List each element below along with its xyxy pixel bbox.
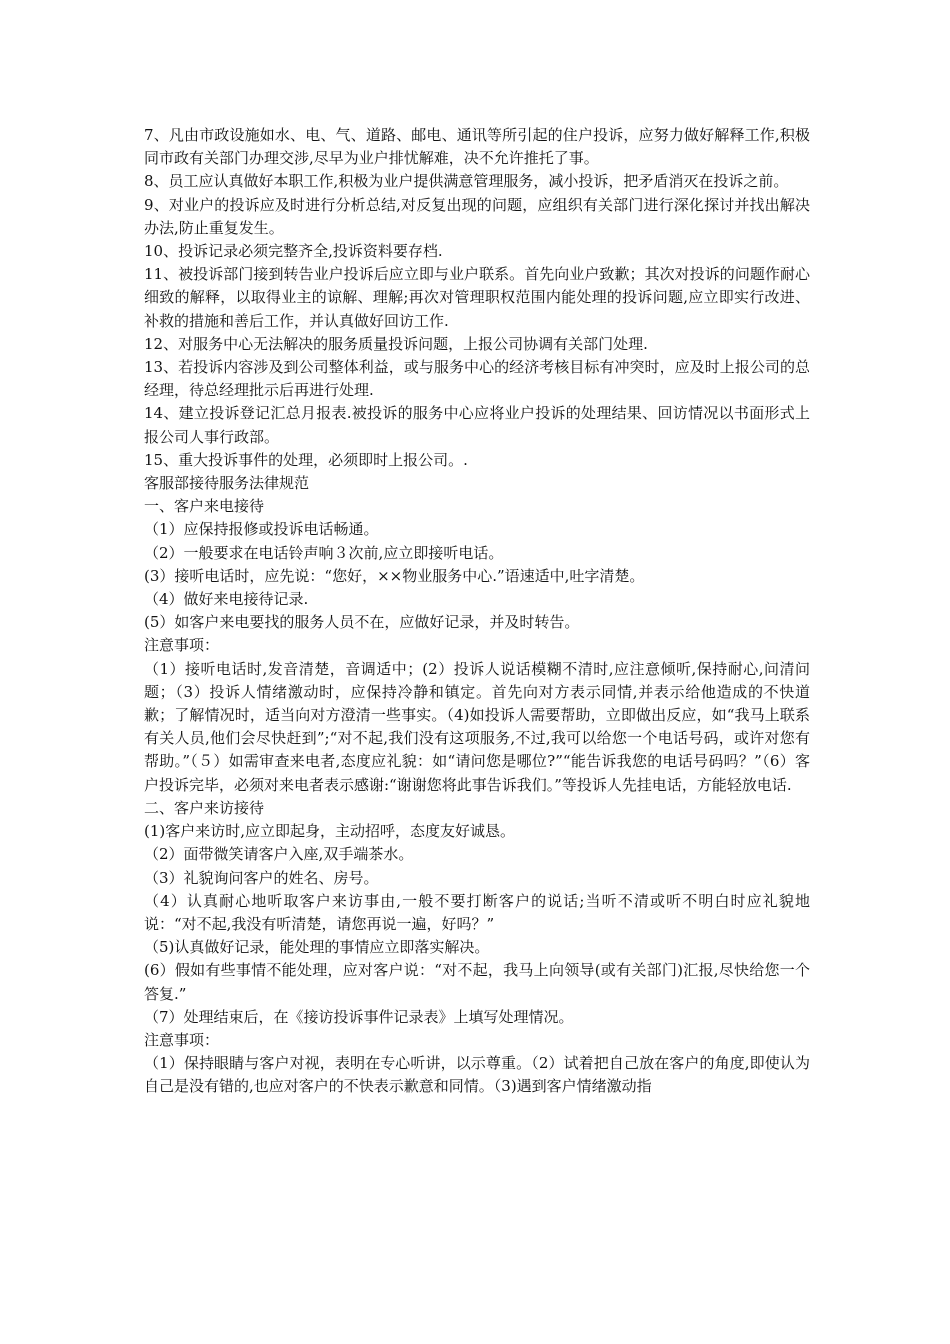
- notes-body-visit: （1）保持眼睛与客户对视，表明在专心听讲，以示尊重。（2）试着把自己放在客户的角度,即使认为自己是没有错的,也应对客户的不快表示歉意和同情。（3)遇到客户情绪激动指: [144, 1054, 810, 1096]
- paragraph-item-12: 12、对服务中心无法解决的服务质量投诉问题，上报公司协调有关部门处理.: [144, 334, 648, 353]
- section-title: 客服部接待服务法律规范: [144, 474, 310, 493]
- paragraph-item-11: 11、被投诉部门接到转告业户投诉后应立即与业户联系。首先向业户致歉；其次对投诉的问题作耐心细致的解释，以取得业主的谅解、理解;再次对管理职权范围内能处理的投诉问题,应立即实行改进、补救的措施和善后工作，并认真做好回访工作.: [144, 265, 810, 330]
- paragraph-item-8: 8、员工应认真做好本职工作,积极为业户提供满意管理服务，减小投诉，把矛盾消灭在投诉之前。: [144, 172, 789, 191]
- notes-heading-visit: 注意事项：: [144, 1030, 220, 1049]
- visit-step-1: (1)客户来访时,应立即起身，主动招呼，态度友好诚恳。: [144, 822, 516, 841]
- phone-step-1: （1）应保持报修或投诉电话畅通。: [144, 520, 379, 539]
- notes-heading-phone: 注意事项：: [144, 636, 220, 655]
- phone-step-5: (5）如客户来电要找的服务人员不在，应做好记录，并及时转告。: [144, 613, 580, 632]
- notes-body-phone: （1）接听电话时,发音清楚，音调适中；(2）投诉人说话模糊不清时,应注意倾听,保持耐心,问清问题；（3）投诉人情绪激动时，应保持冷静和镇定。首先向对方表示同情,并表示给他造成的不快道歉；了解情况时，适当向对方澄清一些事实。（4)如投诉人需要帮助，立即做出反应，如“我马上联系有关人员,他们会尽快赶到”;“对不起,我们没有这项服务,不过,我可以给您一个电话号码，或许对您有帮助。”（５）如需审查来电者,态度应礼貌：如“请问您是哪位?”“能告诉我您的电话号码吗？”（6）客户投诉完毕，必须对来电者表示感谢:“谢谢您将此事告诉我们。”等投诉人先挂电话，方能轻放电话.: [144, 659, 810, 794]
- phone-step-4: （4）做好来电接待记录.: [144, 590, 309, 609]
- section-heading-visit: 二、客户来访接待: [144, 798, 265, 817]
- paragraph-item-7: 7、凡由市政设施如水、电、气、道路、邮电、通讯等所引起的住户投诉，应努力做好解释工作,积极同市政有关部门办理交涉,尽早为业户排忧解难，决不允许推托了事。: [144, 126, 810, 168]
- phone-step-3: (3）接听电话时，应先说：“您好，××物业服务中心.”语速适中,吐字清楚。: [144, 566, 645, 585]
- visit-step-7: （7）处理结束后，在《接访投诉事件记录表》上填写处理情况。: [144, 1007, 574, 1026]
- paragraph-item-14: 14、建立投诉登记汇总月报表.被投诉的服务中心应将业户投诉的处理结果、回访情况以书面形式上报公司人事行政部。: [144, 404, 810, 446]
- paragraph-item-10: 10、投诉记录必须完整齐全,投诉资料要存档.: [144, 242, 443, 261]
- visit-step-2: （2）面带微笑请客户入座,双手端茶水。: [144, 845, 414, 864]
- visit-step-3: （3）礼貌询问客户的姓名、房号。: [144, 868, 379, 887]
- paragraph-item-15: 15、重大投诉事件的处理，必须即时上报公司。.: [144, 450, 468, 469]
- visit-step-4: （4）认真耐心地听取客户来访事由,一般不要打断客户的说话;当听不清或听不明白时应礼貌地说：“对不起,我没有听清楚，请您再说一遍，好吗？”: [144, 891, 810, 933]
- visit-step-6: (6）假如有些事情不能处理，应对客户说：“对不起，我马上向领导(或有关部门)汇报,尽快给您一个答复.”: [144, 961, 810, 1003]
- section-heading-phone: 一、客户来电接待: [144, 497, 265, 516]
- document-body: [144, 124, 810, 1099]
- phone-step-2: （2）一般要求在电话铃声响３次前,应立即接听电话。: [144, 543, 504, 562]
- paragraph-item-13: 13、若投诉内容涉及到公司整体利益，或与服务中心的经济考核目标有冲突时，应及时上报公司的总经理，待总经理批示后再进行处理.: [144, 358, 810, 400]
- visit-step-5: （5)认真做好记录，能处理的事情应立即落实解决。: [144, 938, 490, 957]
- paragraph-item-9: 9、对业户的投诉应及时进行分析总结,对反复出现的问题，应组织有关部门进行深化探讨并找出解决办法,防止重复发生。: [144, 195, 810, 237]
